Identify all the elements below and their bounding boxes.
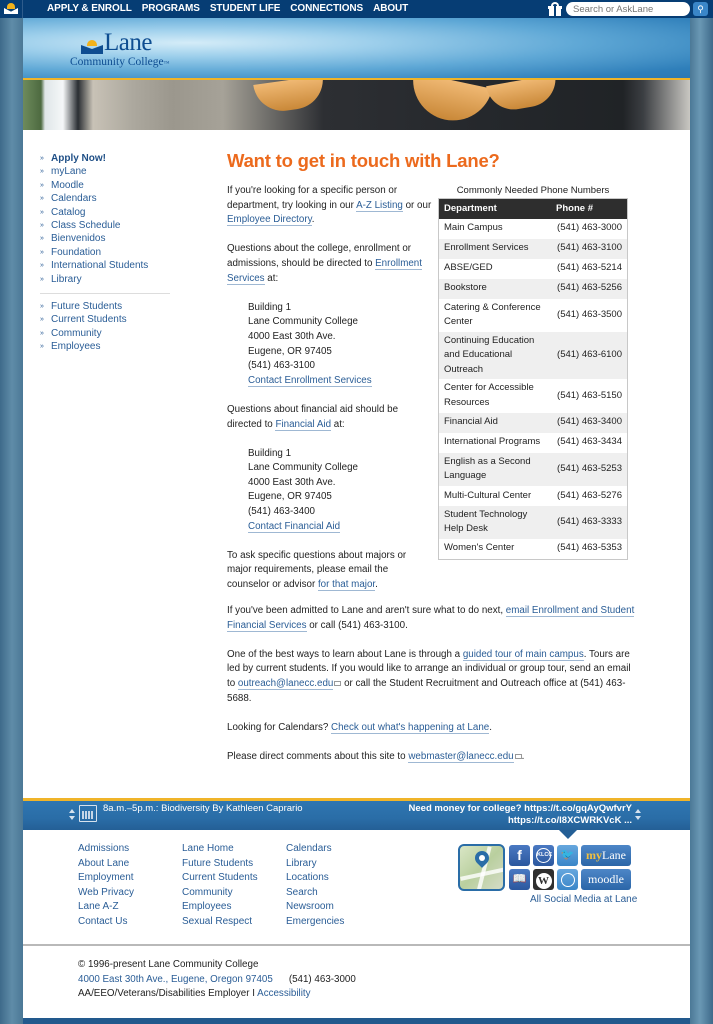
logo-book bbox=[81, 45, 103, 54]
enrollment-services-link[interactable]: Enrollment Services bbox=[227, 257, 422, 284]
footer-divider bbox=[23, 944, 690, 946]
header-photo-banner bbox=[23, 80, 690, 130]
sun-shape bbox=[7, 3, 15, 9]
sidebar-item-international-students bbox=[40, 259, 170, 272]
arrow-up-icon bbox=[635, 809, 641, 813]
footer-link-future-students[interactable]: Future Students bbox=[182, 857, 254, 869]
table-row bbox=[439, 279, 628, 299]
page-title: Want to get in touch with Lane? bbox=[227, 150, 500, 171]
footer-item bbox=[286, 857, 390, 872]
double-chevron-icon: » bbox=[40, 275, 44, 283]
footer-item bbox=[286, 886, 390, 901]
tweet-line: Need money for college? https://t.co/gqAyQwfvrY bbox=[408, 803, 632, 814]
library-reader-icon[interactable]: 📖 bbox=[509, 869, 530, 890]
sidebar-item-library bbox=[40, 273, 170, 286]
footer-col-1 bbox=[78, 842, 182, 930]
double-chevron-icon: » bbox=[40, 248, 44, 256]
text: at: bbox=[331, 418, 345, 430]
table-header-row bbox=[439, 199, 628, 219]
table-row bbox=[439, 259, 628, 279]
sidebar-link[interactable]: Moodle bbox=[51, 179, 84, 191]
paragraph-directory bbox=[227, 184, 432, 228]
financial-aid-address bbox=[227, 447, 432, 535]
column-header-phone: Phone # bbox=[551, 199, 627, 219]
double-chevron-icon: » bbox=[40, 168, 44, 176]
event-scroll-arrows-icon[interactable] bbox=[69, 809, 76, 823]
page-container bbox=[23, 18, 690, 1024]
text: Looking for Calendars? bbox=[227, 721, 332, 733]
footer-item bbox=[182, 900, 286, 915]
text: Questions about financial aid should be directed to bbox=[227, 403, 399, 430]
gift-icon[interactable] bbox=[548, 2, 562, 16]
table-row bbox=[439, 413, 628, 433]
text: . Tours are led by current students. If you would like to arrange an individual or group tour, send an email to bbox=[227, 648, 631, 689]
phone-cell: (541) 463-5253 bbox=[551, 453, 627, 486]
double-chevron-icon: » bbox=[40, 316, 44, 324]
sidebar-item-community bbox=[40, 327, 170, 340]
lane-logo-mini-icon[interactable] bbox=[0, 0, 23, 18]
footer-item bbox=[286, 900, 390, 915]
email-enrollment-link[interactable]: email Enrollment and Student Financial Services bbox=[227, 605, 635, 631]
webmaster-email-link[interactable]: webmaster@lanecc.edu bbox=[408, 750, 514, 762]
sidebar-item-moodle bbox=[40, 179, 170, 192]
table-row bbox=[439, 332, 628, 380]
address-phone: (541) 463-3100 bbox=[248, 360, 315, 372]
double-chevron-icon: » bbox=[40, 222, 44, 230]
logo-sub-text: Community College bbox=[70, 56, 164, 68]
table-row bbox=[439, 219, 628, 239]
double-chevron-icon: » bbox=[40, 195, 44, 203]
double-chevron-icon: » bbox=[40, 262, 44, 270]
department-cell: Women's Center bbox=[444, 542, 515, 554]
whats-happening-link[interactable]: Check out what's happening at Lane bbox=[331, 721, 490, 733]
text: To ask specific questions about majors or major requirements, please email the counselor or advisor bbox=[227, 549, 407, 591]
sidebar-item-calendars bbox=[40, 192, 170, 205]
logo-sun bbox=[87, 40, 97, 46]
arrow-up-icon bbox=[69, 809, 75, 813]
sidebar-item-employees bbox=[40, 340, 170, 353]
sidebar-link[interactable]: Foundation bbox=[51, 246, 102, 258]
phone-numbers-table bbox=[438, 198, 628, 560]
sidebar-item-class-schedule bbox=[40, 219, 170, 232]
sidebar-link[interactable]: Library bbox=[51, 273, 82, 285]
footer-col-2 bbox=[182, 842, 286, 930]
primary-links bbox=[40, 152, 170, 286]
footer-link-calendars[interactable]: Calendars bbox=[286, 843, 332, 854]
table-row bbox=[439, 433, 628, 453]
table-row bbox=[439, 453, 628, 486]
footer-bottom-bar bbox=[23, 1018, 690, 1024]
text: . bbox=[375, 579, 378, 591]
logo-subtitle bbox=[70, 56, 200, 68]
arrow-down-icon bbox=[69, 816, 75, 820]
mylane-button[interactable] bbox=[581, 845, 631, 866]
phone-cell: (541) 463-3500 bbox=[557, 308, 622, 320]
sidebar-link[interactable]: International Students bbox=[51, 260, 149, 272]
footer-link-lane-az[interactable]: Lane A-Z bbox=[78, 901, 119, 913]
phone-cell: (541) 463-5214 bbox=[557, 262, 622, 274]
footer-link-about-lane[interactable]: About Lane bbox=[78, 857, 130, 869]
text: at: bbox=[264, 272, 279, 284]
table-row bbox=[439, 239, 628, 259]
sidebar-link[interactable]: Class Schedule bbox=[51, 220, 121, 232]
text: or call the Student Recruitment and Outreach office at (541) 463-5688. bbox=[227, 677, 626, 704]
department-cell: English as a Second Language bbox=[439, 453, 552, 486]
paragraph-financial-aid bbox=[227, 403, 432, 432]
footer-item bbox=[78, 886, 182, 901]
table-row bbox=[439, 506, 628, 539]
top-nav-menu bbox=[47, 0, 408, 18]
footer-link-search[interactable]: Search bbox=[286, 886, 318, 898]
envelope-circle bbox=[561, 873, 575, 887]
chair-photo-shape bbox=[406, 80, 493, 128]
contact-enrollment-link[interactable]: Contact Enrollment Services bbox=[248, 374, 372, 386]
double-chevron-icon: » bbox=[40, 155, 44, 162]
table-row bbox=[439, 486, 628, 506]
topnav-about[interactable]: ABOUT bbox=[373, 3, 409, 14]
wordpress-glyph: W bbox=[536, 873, 552, 889]
address-line: Lane Community College bbox=[248, 316, 358, 328]
contact-financial-aid-link[interactable]: Contact Financial Aid bbox=[248, 520, 341, 532]
footer-item bbox=[78, 857, 182, 872]
table-row bbox=[439, 539, 628, 559]
mail-icon bbox=[334, 681, 341, 686]
sidebar-item-catalog bbox=[40, 206, 170, 219]
search-button[interactable] bbox=[693, 2, 708, 16]
footer-item bbox=[182, 915, 286, 930]
department-cell: Center for Accessible Resources bbox=[444, 382, 534, 409]
paragraph-tour bbox=[227, 648, 637, 706]
department-cell: ABSE/GED bbox=[444, 262, 493, 274]
footer-link-community[interactable]: Community bbox=[182, 886, 233, 898]
footer-item bbox=[78, 842, 182, 857]
chair-photo-shape bbox=[486, 80, 560, 114]
copyright-text: © 1996-present Lane Community College bbox=[78, 959, 259, 970]
sidebar-link[interactable]: myLane bbox=[51, 166, 87, 178]
phone-cell: (541) 463-5276 bbox=[557, 489, 622, 501]
tweet-ticker[interactable] bbox=[372, 803, 632, 827]
text: . bbox=[489, 721, 492, 733]
department-cell: Main Campus bbox=[444, 222, 503, 234]
paragraph-majors bbox=[227, 549, 432, 593]
double-chevron-icon: » bbox=[40, 329, 44, 337]
top-navigation-bar bbox=[0, 0, 713, 18]
klcc-label: KLCC bbox=[536, 848, 551, 863]
phone-cell: (541) 463-5256 bbox=[551, 279, 627, 299]
footer-link-web-privacy[interactable]: Web Privacy bbox=[78, 886, 134, 898]
paragraph-calendars bbox=[227, 721, 637, 736]
footer-item bbox=[182, 871, 286, 886]
department-cell: Catering & Conference Center bbox=[444, 301, 541, 328]
double-chevron-icon: » bbox=[40, 235, 44, 243]
sidebar-link[interactable]: Apply Now! bbox=[51, 153, 106, 164]
double-chevron-icon: » bbox=[40, 181, 44, 189]
footer-item bbox=[78, 900, 182, 915]
footer-link-locations[interactable]: Locations bbox=[286, 872, 329, 884]
arrow-down-icon bbox=[635, 816, 641, 820]
department-cell: Enrollment Services bbox=[439, 239, 552, 259]
footer-item bbox=[182, 842, 286, 857]
mail-icon bbox=[515, 754, 522, 759]
email-newsletter-icon[interactable] bbox=[557, 869, 578, 890]
outreach-email-link[interactable]: outreach@lanecc.edu bbox=[237, 677, 334, 689]
paragraph-enrollment bbox=[227, 242, 432, 286]
address-line: Building 1 bbox=[248, 447, 292, 459]
audience-links bbox=[40, 300, 170, 354]
campus-map-icon[interactable] bbox=[458, 844, 505, 891]
sidebar-link[interactable]: Current Students bbox=[51, 314, 127, 326]
footer-link-contact-us[interactable]: Contact Us bbox=[78, 915, 128, 927]
phone-numbers-panel bbox=[438, 184, 628, 560]
sidebar-item-future-students bbox=[40, 300, 170, 313]
for-that-major-link[interactable]: for that major bbox=[317, 579, 376, 591]
logo-tm: ™ bbox=[163, 61, 170, 67]
footer-links bbox=[78, 842, 390, 930]
footer-link-current-students[interactable]: Current Students bbox=[182, 872, 258, 884]
footer-link-admissions[interactable]: Admissions bbox=[78, 843, 130, 854]
topnav-student-life[interactable]: STUDENT LIFE bbox=[209, 3, 281, 14]
mylane-lane: Lane bbox=[602, 848, 626, 862]
text: or call (541) 463-3100. bbox=[306, 619, 408, 631]
department-cell: Multi-Cultural Center bbox=[444, 489, 532, 501]
department-cell: Continuing Education and Educational Outreach bbox=[439, 332, 552, 380]
table-row bbox=[439, 299, 628, 332]
main-content bbox=[227, 150, 637, 762]
twitter-icon[interactable]: 🐦 bbox=[557, 845, 578, 866]
separator: I bbox=[249, 988, 258, 1000]
text: If you're looking for a specific person or department, try looking in our bbox=[227, 185, 398, 211]
employee-directory-link[interactable]: Employee Directory bbox=[227, 214, 312, 226]
text: Please direct comments about this site to bbox=[227, 750, 409, 762]
search-icon: ⚲ bbox=[697, 4, 704, 14]
double-chevron-icon: » bbox=[40, 303, 44, 311]
phone-cell: (541) 463-3333 bbox=[551, 506, 627, 539]
wordpress-icon[interactable] bbox=[533, 869, 554, 890]
lane-logo-icon bbox=[81, 40, 103, 54]
phone-cell: (541) 463-3434 bbox=[557, 436, 622, 448]
facebook-icon[interactable]: f bbox=[509, 845, 530, 866]
footer-item bbox=[182, 857, 286, 872]
address-phone: (541) 463-3400 bbox=[248, 506, 315, 518]
accessibility-link[interactable]: Accessibility bbox=[257, 988, 311, 1000]
topnav-connections[interactable]: CONNECTIONS bbox=[290, 3, 364, 14]
department-cell: International Programs bbox=[444, 436, 541, 448]
search-input[interactable] bbox=[566, 2, 690, 16]
phone-cell: (541) 463-5150 bbox=[557, 389, 622, 401]
sidebar-item-current-students bbox=[40, 313, 170, 326]
address-line: Eugene, OR 97405 bbox=[248, 345, 332, 357]
footer-item bbox=[286, 871, 390, 886]
sidebar-link[interactable]: Catalog bbox=[51, 206, 86, 218]
table-row bbox=[439, 379, 628, 412]
text: or our bbox=[402, 199, 432, 211]
sidebar-link[interactable]: Bienvenidos bbox=[51, 233, 106, 245]
footer-item bbox=[78, 871, 182, 886]
main-phone: (541) 463-3000 bbox=[288, 973, 356, 985]
footer-link-lane-home[interactable]: Lane Home bbox=[182, 843, 234, 854]
ticker-pointer bbox=[559, 830, 577, 839]
department-cell: Bookstore bbox=[439, 279, 552, 299]
address-line: Lane Community College bbox=[248, 462, 358, 474]
contact-text-column bbox=[227, 184, 432, 607]
tweet-scroll-arrows-icon[interactable] bbox=[635, 809, 642, 823]
text: One of the best ways to learn about Lane is through a bbox=[227, 648, 463, 660]
footer-item bbox=[286, 915, 390, 930]
footer-copyright-block bbox=[78, 958, 356, 1002]
moodle-button[interactable]: moodle bbox=[581, 869, 631, 890]
double-chevron-icon: » bbox=[40, 343, 44, 351]
enrollment-address bbox=[227, 301, 432, 389]
paragraph-admitted bbox=[227, 604, 637, 633]
footer-item bbox=[182, 886, 286, 901]
eeo-statement: AA/EEO/Veterans/Disabilities Employer bbox=[78, 988, 250, 1000]
department-cell: Student Technology Help Desk bbox=[439, 506, 552, 539]
paragraph-webmaster bbox=[227, 750, 637, 765]
logo-name: Lane bbox=[104, 29, 152, 56]
contact-text-wide bbox=[227, 604, 637, 779]
topnav-programs[interactable]: PROGRAMS bbox=[141, 3, 200, 14]
calendar-icon bbox=[79, 805, 97, 822]
address-line: Building 1 bbox=[248, 301, 292, 313]
gift-ribbon bbox=[554, 6, 556, 16]
phone-cell: (541) 463-5353 bbox=[557, 542, 622, 554]
topnav-apply-enroll[interactable]: APPLY & ENROLL bbox=[47, 3, 132, 14]
social-media-block bbox=[458, 844, 638, 914]
phone-cell: (541) 463-3100 bbox=[551, 239, 627, 259]
event-ticker-link[interactable]: 8a.m.–5p.m.: Biodiversity By Kathleen Caprario bbox=[103, 803, 303, 814]
footer-item bbox=[286, 842, 390, 857]
sidebar-divider bbox=[40, 293, 170, 294]
guided-tour-link[interactable]: guided tour of main campus bbox=[462, 648, 584, 660]
sidebar-link[interactable]: Community bbox=[51, 327, 102, 339]
footer-link-sexual-respect[interactable]: Sexual Respect bbox=[182, 915, 253, 927]
sidebar-link[interactable]: Employees bbox=[51, 341, 101, 353]
sidebar-item-bienvenidos bbox=[40, 232, 170, 245]
text: . bbox=[521, 750, 525, 762]
sidebar-item-foundation bbox=[40, 246, 170, 259]
footer-link-emergencies[interactable]: Emergencies bbox=[286, 915, 345, 927]
chair-photo-shape bbox=[253, 80, 326, 115]
footer-link-employment[interactable]: Employment bbox=[78, 872, 134, 884]
footer-item bbox=[78, 915, 182, 930]
site-header bbox=[23, 18, 690, 80]
klcc-radio-icon[interactable] bbox=[533, 845, 554, 866]
mylane-my: my bbox=[586, 848, 602, 862]
address-line: Eugene, OR 97405 bbox=[248, 491, 332, 503]
footer-col-3 bbox=[286, 842, 390, 930]
text: If you've been admitted to Lane and aren't sure what to do next, bbox=[227, 605, 506, 616]
phone-cell: (541) 463-6100 bbox=[551, 332, 627, 380]
footer-link-library[interactable]: Library bbox=[286, 857, 317, 869]
address-line: 4000 East 30th Ave. bbox=[248, 476, 336, 488]
event-tweet-ticker bbox=[23, 798, 690, 830]
left-sidebar-nav bbox=[40, 152, 170, 354]
sidebar-item-apply-now bbox=[40, 152, 170, 165]
text: . bbox=[311, 214, 315, 226]
all-social-media-link[interactable]: All Social Media at Lane bbox=[530, 894, 638, 905]
az-listing-link[interactable]: A-Z Listing bbox=[356, 199, 403, 211]
campus-address-link[interactable]: 4000 East 30th Ave., Eugene, Oregon 97405 bbox=[78, 973, 273, 985]
financial-aid-link[interactable]: Financial Aid bbox=[275, 418, 332, 430]
text: Questions about the college, enrollment or admissions, should be directed to bbox=[227, 243, 412, 269]
phone-table-caption: Commonly Needed Phone Numbers bbox=[456, 185, 610, 196]
sidebar-link[interactable]: Calendars bbox=[51, 193, 97, 205]
department-cell: Financial Aid bbox=[439, 413, 552, 433]
column-header-department: Department bbox=[439, 199, 552, 219]
double-chevron-icon: » bbox=[40, 208, 44, 216]
phone-cell: (541) 463-3400 bbox=[551, 413, 627, 433]
sidebar-link[interactable]: Future Students bbox=[51, 301, 123, 313]
sidebar-item-mylane bbox=[40, 165, 170, 178]
tweet-line: https://t.co/l8XCWRKVcK ... bbox=[507, 815, 632, 826]
phone-cell: (541) 463-3000 bbox=[557, 222, 622, 234]
footer-link-newsroom[interactable]: Newsroom bbox=[286, 901, 334, 913]
address-line: 4000 East 30th Ave. bbox=[248, 330, 336, 342]
footer-link-employees[interactable]: Employees bbox=[182, 901, 232, 913]
